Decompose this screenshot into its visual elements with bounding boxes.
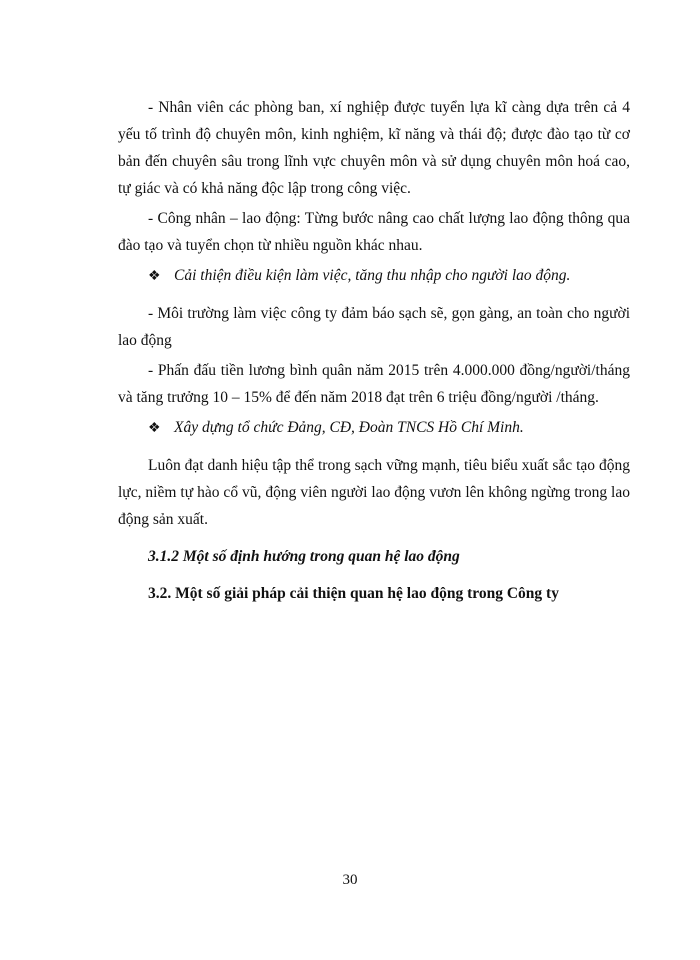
section-heading-3-2: 3.2. Một số giải pháp cải thiện quan hệ lao động trong Công ty (148, 585, 559, 602)
page-number: 30 (342, 872, 358, 888)
paragraph-collective-title: Luôn đạt danh hiệu tập thể trong sạch vững mạnh, tiêu biểu xuất sắc tạo động lực, niềm tự hào cổ vũ, động viên người lao động vươn lên không ngừng trong lao động sản xuất. (118, 457, 630, 528)
paragraph-salary-target: - Phấn đấu tiền lương bình quân năm 2015 trên 4.000.000 đồng/người/tháng và tăng trưởng 10 – 15% để đến năm 2018 đạt trên 6 triệu đồng/người /tháng. (118, 362, 630, 406)
paragraph-workers-training: - Công nhân – lao động: Từng bước nâng cao chất lượng lao động thông qua đào tạo và tuyển chọn từ nhiều nguồn khác nhau. (118, 210, 630, 254)
bullet-working-conditions (148, 262, 630, 290)
bullet-text: Xây dựng tổ chức Đảng, CĐ, Đoàn TNCS Hồ Chí Minh. (174, 419, 524, 436)
section-heading-3-1-2: 3.1.2 Một số định hướng trong quan hệ lao động (148, 548, 460, 565)
diamond-bullet-icon: ❖ (148, 421, 161, 436)
paragraph-staff-recruitment: - Nhân viên các phòng ban, xí nghiệp được tuyển lựa kĩ càng dựa trên cả 4 yếu tố trình độ chuyên môn, kinh nghiệm, kĩ năng và thái độ; được đào tạo từ cơ bản đến chuyên sâu trong lĩnh vực chuyên môn và sử dụng chuyên môn hoá cao, tự giác và có khả năng độc lập trong công việc. (118, 99, 630, 197)
diamond-bullet-icon: ❖ (148, 269, 161, 284)
bullet-text: Cải thiện điều kiện làm việc, tăng thu nhập cho người lao động. (174, 267, 571, 284)
page-body (118, 94, 630, 611)
bullet-party-organization (148, 414, 630, 442)
paragraph-work-environment: - Môi trường làm việc công ty đảm báo sạch sẽ, gọn gàng, an toàn cho người lao động (118, 305, 630, 349)
